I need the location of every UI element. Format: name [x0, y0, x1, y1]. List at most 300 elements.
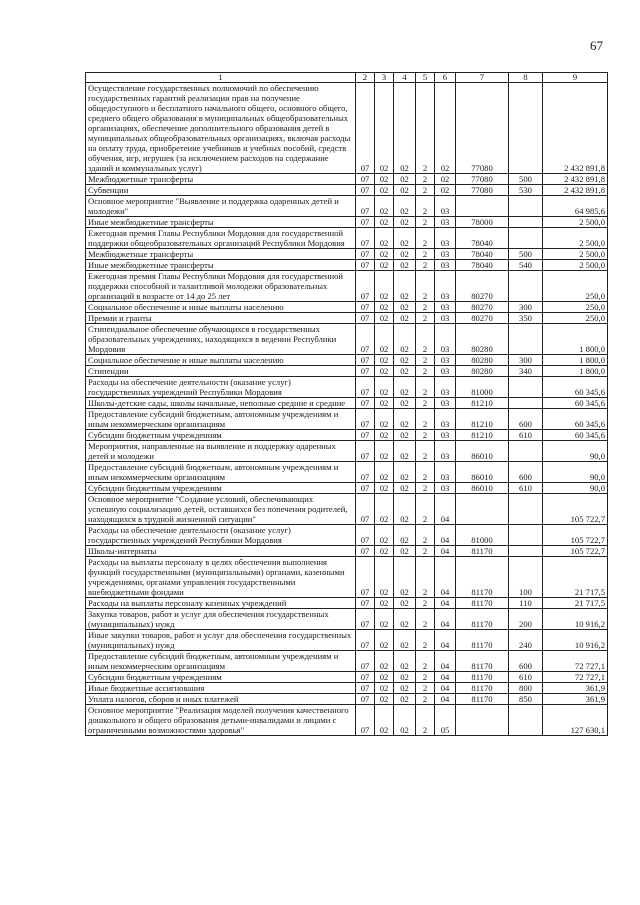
- code-cell-8: 300: [509, 355, 543, 366]
- code-cell-5: 2: [416, 174, 435, 185]
- code-cell-2: 07: [356, 705, 375, 736]
- table-row: [86, 705, 608, 736]
- code-cell-3: 02: [375, 228, 394, 249]
- code-cell-5: 2: [416, 398, 435, 409]
- code-cell-4: 02: [394, 525, 416, 546]
- code-cell-2: 07: [356, 83, 375, 174]
- code-cell-2: 07: [356, 377, 375, 398]
- code-cell-7: 80280: [456, 324, 509, 355]
- code-cell-5: 2: [416, 694, 435, 705]
- row-name-cell: Субсидии бюджетным учреждениям: [86, 672, 356, 683]
- amount-cell: 60 345,6: [543, 377, 608, 398]
- table-row: [86, 430, 608, 441]
- code-cell-3: 02: [375, 366, 394, 377]
- code-cell-5: 2: [416, 249, 435, 260]
- amount-cell: 361,9: [543, 694, 608, 705]
- code-cell-7: 86010: [456, 441, 509, 462]
- code-cell-3: 02: [375, 260, 394, 271]
- header-cell: 2: [356, 73, 375, 83]
- code-cell-2: 07: [356, 302, 375, 313]
- amount-cell: 90,0: [543, 462, 608, 483]
- code-cell-2: 07: [356, 324, 375, 355]
- code-cell-4: 02: [394, 313, 416, 324]
- row-name-cell: Иные закупки товаров, работ и услуг для обеспечения государственных (муниципальных) нужд: [86, 630, 356, 651]
- amount-cell: 10 916,2: [543, 630, 608, 651]
- code-cell-2: 07: [356, 271, 375, 302]
- code-cell-3: 02: [375, 355, 394, 366]
- table-row: [86, 302, 608, 313]
- code-cell-2: 07: [356, 174, 375, 185]
- code-cell-7: 86010: [456, 462, 509, 483]
- code-cell-7: 81170: [456, 609, 509, 630]
- code-cell-3: 02: [375, 174, 394, 185]
- amount-cell: 60 345,6: [543, 398, 608, 409]
- code-cell-4: 02: [394, 598, 416, 609]
- row-name-cell: Ежегодная премия Главы Республики Мордовия для государственной поддержки общеобразовательных организаций Республики Мордовия: [86, 228, 356, 249]
- amount-cell: 72 727,1: [543, 651, 608, 672]
- code-cell-7: 81170: [456, 546, 509, 557]
- code-cell-5: 2: [416, 196, 435, 217]
- amount-cell: 1 800,0: [543, 324, 608, 355]
- code-cell-4: 02: [394, 302, 416, 313]
- code-cell-4: 02: [394, 430, 416, 441]
- code-cell-2: 07: [356, 598, 375, 609]
- code-cell-6: 02: [435, 174, 456, 185]
- table-row: [86, 366, 608, 377]
- table-row: [86, 249, 608, 260]
- code-cell-4: 02: [394, 483, 416, 494]
- code-cell-7: 86010: [456, 483, 509, 494]
- amount-cell: 64 985,6: [543, 196, 608, 217]
- code-cell-6: 03: [435, 483, 456, 494]
- table-row: [86, 462, 608, 483]
- row-name-cell: Стипендии: [86, 366, 356, 377]
- table-row: [86, 598, 608, 609]
- code-cell-7: 81170: [456, 598, 509, 609]
- row-name-cell: Осуществление государственных полномочий по обеспечению государственных гарантий реализации прав на получение общедоступного и бесплатного начального общего, основного общего, среднего общего образования в муниципальных общеобразовательных организациях, обеспечение дополнительного образования детей в муниципальных общеобразовательных организациях, включая расходы на оплату труда, приобретение учебников и учебных пособий, средств обучения, игр, игрушек (за исключением расходов на содержание зданий и коммунальных услуг): [86, 83, 356, 174]
- code-cell-5: 2: [416, 377, 435, 398]
- table-row: [86, 525, 608, 546]
- code-cell-2: 07: [356, 494, 375, 525]
- amount-cell: 21 717,5: [543, 557, 608, 598]
- amount-cell: 90,0: [543, 483, 608, 494]
- table-row: [86, 313, 608, 324]
- code-cell-5: 2: [416, 483, 435, 494]
- code-cell-7: [456, 196, 509, 217]
- code-cell-4: 02: [394, 694, 416, 705]
- code-cell-4: 02: [394, 672, 416, 683]
- code-cell-3: 02: [375, 83, 394, 174]
- code-cell-2: 07: [356, 217, 375, 228]
- code-cell-2: 07: [356, 366, 375, 377]
- code-cell-6: 04: [435, 683, 456, 694]
- code-cell-8: [509, 324, 543, 355]
- code-cell-5: 2: [416, 302, 435, 313]
- row-name-cell: Социальное обеспечение и иные выплаты населению: [86, 355, 356, 366]
- code-cell-4: 02: [394, 651, 416, 672]
- code-cell-3: 02: [375, 313, 394, 324]
- row-name-cell: Межбюджетные трансферты: [86, 174, 356, 185]
- code-cell-2: 07: [356, 196, 375, 217]
- code-cell-5: 2: [416, 683, 435, 694]
- page-number: 67: [590, 38, 603, 53]
- amount-cell: 2 500,0: [543, 228, 608, 249]
- code-cell-8: [509, 217, 543, 228]
- table-row: [86, 324, 608, 355]
- code-cell-3: 02: [375, 483, 394, 494]
- table-row: [86, 185, 608, 196]
- amount-cell: 361,9: [543, 683, 608, 694]
- code-cell-4: 02: [394, 630, 416, 651]
- code-cell-6: 02: [435, 185, 456, 196]
- table-row: [86, 483, 608, 494]
- code-cell-4: 02: [394, 441, 416, 462]
- code-cell-4: 02: [394, 260, 416, 271]
- code-cell-7: 81210: [456, 398, 509, 409]
- table-row: [86, 196, 608, 217]
- row-name-cell: Расходы на выплаты персоналу казенных учреждений: [86, 598, 356, 609]
- row-name-cell: Основное мероприятие "Выявление и поддержка одаренных детей и молодежи": [86, 196, 356, 217]
- table-row: [86, 694, 608, 705]
- table-row: [86, 409, 608, 430]
- budget-table: [85, 72, 608, 736]
- code-cell-6: 04: [435, 672, 456, 683]
- code-cell-5: 2: [416, 546, 435, 557]
- code-cell-6: 03: [435, 260, 456, 271]
- amount-cell: 2 500,0: [543, 217, 608, 228]
- code-cell-8: 540: [509, 260, 543, 271]
- amount-cell: 250,0: [543, 271, 608, 302]
- header-cell: 8: [509, 73, 543, 83]
- code-cell-5: 2: [416, 83, 435, 174]
- code-cell-3: 02: [375, 683, 394, 694]
- code-cell-7: 80280: [456, 366, 509, 377]
- code-cell-6: 03: [435, 324, 456, 355]
- row-name-cell: Предоставление субсидий бюджетным, автономным учреждениям и иным некоммерческим организациям: [86, 462, 356, 483]
- code-cell-5: 2: [416, 441, 435, 462]
- row-name-cell: Межбюджетные трансферты: [86, 249, 356, 260]
- code-cell-4: 02: [394, 366, 416, 377]
- table-row: [86, 377, 608, 398]
- header-cell: 3: [375, 73, 394, 83]
- code-cell-3: 02: [375, 271, 394, 302]
- row-name-cell: Школы-детские сады, школы начальные, неполные средние и средние: [86, 398, 356, 409]
- table-row: [86, 174, 608, 185]
- table-row: [86, 630, 608, 651]
- code-cell-8: [509, 398, 543, 409]
- code-cell-8: 110: [509, 598, 543, 609]
- code-cell-6: 04: [435, 546, 456, 557]
- code-cell-4: 02: [394, 557, 416, 598]
- row-name-cell: Расходы на обеспечение деятельности (оказание услуг) государственных учреждений Республики Мордовия: [86, 377, 356, 398]
- code-cell-2: 07: [356, 185, 375, 196]
- code-cell-2: 07: [356, 557, 375, 598]
- code-cell-4: 02: [394, 683, 416, 694]
- code-cell-5: 2: [416, 672, 435, 683]
- code-cell-6: 04: [435, 598, 456, 609]
- code-cell-6: 04: [435, 694, 456, 705]
- code-cell-6: 04: [435, 630, 456, 651]
- code-cell-2: 07: [356, 313, 375, 324]
- table-row: [86, 651, 608, 672]
- amount-cell: 105 722,7: [543, 525, 608, 546]
- row-name-cell: Социальное обеспечение и иные выплаты населению: [86, 302, 356, 313]
- code-cell-8: 600: [509, 651, 543, 672]
- code-cell-7: 78000: [456, 217, 509, 228]
- code-cell-4: 02: [394, 705, 416, 736]
- code-cell-7: 81170: [456, 557, 509, 598]
- code-cell-2: 07: [356, 672, 375, 683]
- code-cell-5: 2: [416, 598, 435, 609]
- code-cell-7: 77080: [456, 174, 509, 185]
- code-cell-2: 07: [356, 409, 375, 430]
- table-row: [86, 355, 608, 366]
- table-row: [86, 271, 608, 302]
- code-cell-3: 02: [375, 377, 394, 398]
- code-cell-2: 07: [356, 249, 375, 260]
- code-cell-6: 03: [435, 430, 456, 441]
- code-cell-8: 800: [509, 683, 543, 694]
- amount-cell: 250,0: [543, 302, 608, 313]
- code-cell-8: 240: [509, 630, 543, 651]
- code-cell-4: 02: [394, 228, 416, 249]
- table-row: [86, 217, 608, 228]
- row-name-cell: Школы-интернаты: [86, 546, 356, 557]
- code-cell-5: 2: [416, 494, 435, 525]
- code-cell-6: 03: [435, 313, 456, 324]
- code-cell-5: 2: [416, 228, 435, 249]
- code-cell-8: [509, 546, 543, 557]
- code-cell-3: 02: [375, 302, 394, 313]
- table-header-row: [86, 73, 608, 83]
- code-cell-7: 81210: [456, 430, 509, 441]
- code-cell-3: 02: [375, 494, 394, 525]
- code-cell-3: 02: [375, 672, 394, 683]
- code-cell-5: 2: [416, 557, 435, 598]
- code-cell-5: 2: [416, 630, 435, 651]
- table-row: [86, 609, 608, 630]
- code-cell-2: 07: [356, 462, 375, 483]
- code-cell-8: 500: [509, 174, 543, 185]
- row-name-cell: Иные бюджетные ассигнования: [86, 683, 356, 694]
- code-cell-2: 07: [356, 651, 375, 672]
- code-cell-4: 02: [394, 196, 416, 217]
- code-cell-7: [456, 705, 509, 736]
- code-cell-4: 02: [394, 494, 416, 525]
- code-cell-5: 2: [416, 217, 435, 228]
- code-cell-4: 02: [394, 249, 416, 260]
- code-cell-3: 02: [375, 609, 394, 630]
- code-cell-3: 02: [375, 525, 394, 546]
- code-cell-4: 02: [394, 377, 416, 398]
- amount-cell: 127 630,1: [543, 705, 608, 736]
- code-cell-7: 78040: [456, 260, 509, 271]
- amount-cell: 2 432 891,8: [543, 83, 608, 174]
- code-cell-7: 81210: [456, 409, 509, 430]
- table-row: [86, 398, 608, 409]
- amount-cell: 10 916,2: [543, 609, 608, 630]
- amount-cell: 1 800,0: [543, 366, 608, 377]
- code-cell-5: 2: [416, 525, 435, 546]
- code-cell-8: 300: [509, 302, 543, 313]
- code-cell-7: 81170: [456, 683, 509, 694]
- code-cell-3: 02: [375, 598, 394, 609]
- row-name-cell: Закупка товаров, работ и услуг для обеспечения государственных (муниципальных) нужд: [86, 609, 356, 630]
- row-name-cell: Иные межбюджетные трансферты: [86, 217, 356, 228]
- code-cell-3: 02: [375, 546, 394, 557]
- code-cell-3: 02: [375, 196, 394, 217]
- code-cell-8: 850: [509, 694, 543, 705]
- code-cell-8: 100: [509, 557, 543, 598]
- code-cell-8: [509, 271, 543, 302]
- table-row: [86, 494, 608, 525]
- code-cell-6: 04: [435, 609, 456, 630]
- row-name-cell: Премии и гранты: [86, 313, 356, 324]
- code-cell-2: 07: [356, 430, 375, 441]
- amount-cell: 2 432 891,8: [543, 174, 608, 185]
- code-cell-4: 02: [394, 185, 416, 196]
- code-cell-8: [509, 525, 543, 546]
- code-cell-8: [509, 494, 543, 525]
- code-cell-8: 610: [509, 483, 543, 494]
- code-cell-3: 02: [375, 324, 394, 355]
- code-cell-2: 07: [356, 441, 375, 462]
- code-cell-5: 2: [416, 313, 435, 324]
- amount-cell: 60 345,6: [543, 409, 608, 430]
- code-cell-4: 02: [394, 271, 416, 302]
- table-row: [86, 683, 608, 694]
- row-name-cell: Иные межбюджетные трансферты: [86, 260, 356, 271]
- code-cell-6: 03: [435, 228, 456, 249]
- code-cell-3: 02: [375, 694, 394, 705]
- code-cell-2: 07: [356, 609, 375, 630]
- code-cell-8: 350: [509, 313, 543, 324]
- row-name-cell: Уплата налогов, сборов и иных платежей: [86, 694, 356, 705]
- table-row: [86, 546, 608, 557]
- code-cell-5: 2: [416, 409, 435, 430]
- code-cell-2: 07: [356, 546, 375, 557]
- code-cell-3: 02: [375, 462, 394, 483]
- code-cell-6: 05: [435, 705, 456, 736]
- code-cell-6: 04: [435, 494, 456, 525]
- code-cell-8: 340: [509, 366, 543, 377]
- row-name-cell: Предоставление субсидий бюджетным, автономным учреждениям и иным некоммерческим организациям: [86, 409, 356, 430]
- code-cell-8: [509, 377, 543, 398]
- code-cell-7: 81170: [456, 694, 509, 705]
- table-row: [86, 228, 608, 249]
- row-name-cell: Ежегодная премия Главы Республики Мордовия для государственной поддержки способной и талантливой молодежи образовательных организаций в возрасте от 14 до 25 лет: [86, 271, 356, 302]
- code-cell-3: 02: [375, 441, 394, 462]
- code-cell-6: 03: [435, 249, 456, 260]
- table-row: [86, 260, 608, 271]
- amount-cell: 21 717,5: [543, 598, 608, 609]
- code-cell-8: [509, 196, 543, 217]
- header-cell: 7: [456, 73, 509, 83]
- code-cell-7: 81170: [456, 651, 509, 672]
- code-cell-7: 81000: [456, 377, 509, 398]
- code-cell-2: 07: [356, 630, 375, 651]
- code-cell-5: 2: [416, 462, 435, 483]
- code-cell-5: 2: [416, 430, 435, 441]
- code-cell-7: 80270: [456, 313, 509, 324]
- row-name-cell: Расходы на выплаты персоналу в целях обеспечения выполнения функций государственными (муниципальными) органами, казенными учреждениями, органами управления государственными внебюджетными фондами: [86, 557, 356, 598]
- code-cell-6: 03: [435, 302, 456, 313]
- table-row: [86, 557, 608, 598]
- amount-cell: 2 500,0: [543, 260, 608, 271]
- code-cell-7: 80270: [456, 271, 509, 302]
- code-cell-3: 02: [375, 630, 394, 651]
- amount-cell: 2 500,0: [543, 249, 608, 260]
- code-cell-8: [509, 83, 543, 174]
- code-cell-7: 81000: [456, 525, 509, 546]
- code-cell-3: 02: [375, 409, 394, 430]
- code-cell-6: 03: [435, 366, 456, 377]
- code-cell-8: 610: [509, 672, 543, 683]
- code-cell-2: 07: [356, 260, 375, 271]
- code-cell-6: 03: [435, 196, 456, 217]
- amount-cell: 250,0: [543, 313, 608, 324]
- code-cell-2: 07: [356, 694, 375, 705]
- code-cell-4: 02: [394, 83, 416, 174]
- code-cell-7: 78040: [456, 249, 509, 260]
- code-cell-5: 2: [416, 705, 435, 736]
- code-cell-2: 07: [356, 483, 375, 494]
- code-cell-4: 02: [394, 409, 416, 430]
- code-cell-7: 81170: [456, 630, 509, 651]
- code-cell-5: 2: [416, 355, 435, 366]
- code-cell-7: 81170: [456, 672, 509, 683]
- header-cell: 5: [416, 73, 435, 83]
- code-cell-8: [509, 705, 543, 736]
- table-row: [86, 672, 608, 683]
- code-cell-5: 2: [416, 185, 435, 196]
- code-cell-4: 02: [394, 217, 416, 228]
- code-cell-4: 02: [394, 324, 416, 355]
- amount-cell: 72 727,1: [543, 672, 608, 683]
- code-cell-3: 02: [375, 217, 394, 228]
- code-cell-2: 07: [356, 398, 375, 409]
- code-cell-4: 02: [394, 462, 416, 483]
- code-cell-5: 2: [416, 324, 435, 355]
- code-cell-6: 03: [435, 462, 456, 483]
- code-cell-8: 530: [509, 185, 543, 196]
- code-cell-5: 2: [416, 260, 435, 271]
- code-cell-7: 77080: [456, 185, 509, 196]
- code-cell-3: 02: [375, 249, 394, 260]
- row-name-cell: Предоставление субсидий бюджетным, автономным учреждениям и иным некоммерческим организациям: [86, 651, 356, 672]
- code-cell-6: 02: [435, 83, 456, 174]
- code-cell-7: [456, 494, 509, 525]
- header-cell: 1: [86, 73, 356, 83]
- code-cell-5: 2: [416, 366, 435, 377]
- code-cell-3: 02: [375, 185, 394, 196]
- code-cell-4: 02: [394, 355, 416, 366]
- row-name-cell: Мероприятия, направленные на выявление и поддержку одаренных детей и молодежи: [86, 441, 356, 462]
- code-cell-8: 600: [509, 409, 543, 430]
- amount-cell: 105 722,7: [543, 494, 608, 525]
- code-cell-6: 03: [435, 355, 456, 366]
- amount-cell: 2 432 891,8: [543, 185, 608, 196]
- code-cell-3: 02: [375, 398, 394, 409]
- table-row: [86, 83, 608, 174]
- header-cell: 4: [394, 73, 416, 83]
- code-cell-8: 200: [509, 609, 543, 630]
- code-cell-2: 07: [356, 525, 375, 546]
- code-cell-2: 07: [356, 355, 375, 366]
- code-cell-6: 04: [435, 525, 456, 546]
- code-cell-7: 80280: [456, 355, 509, 366]
- row-name-cell: Субвенции: [86, 185, 356, 196]
